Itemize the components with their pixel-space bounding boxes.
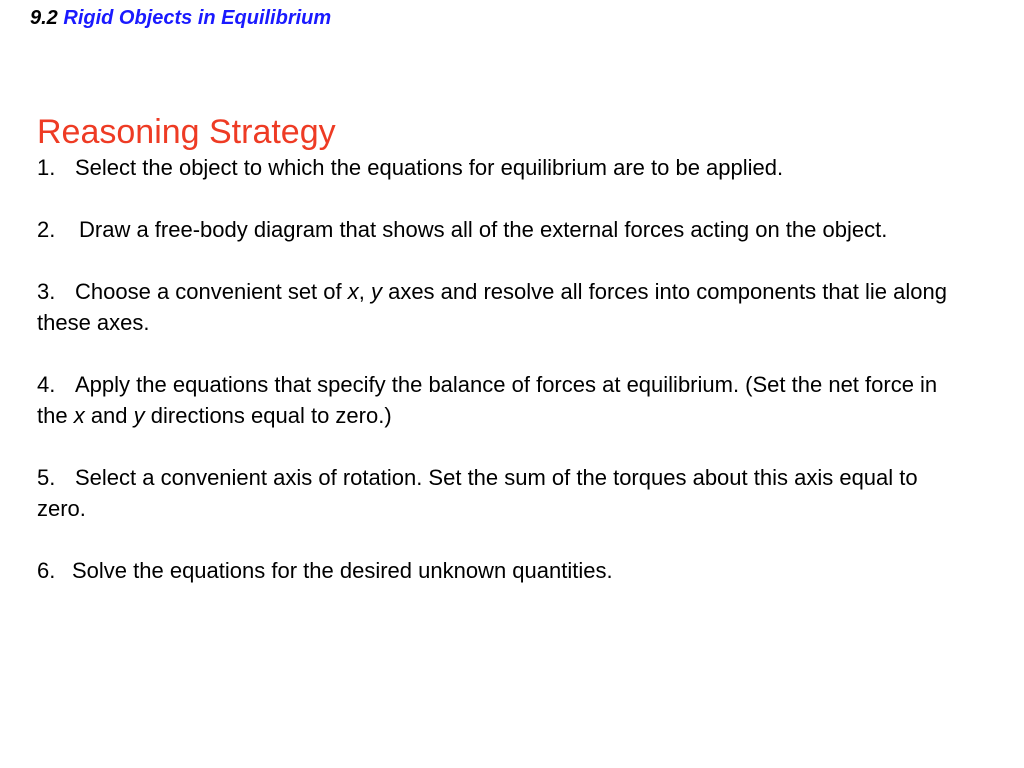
step-text: and [84,403,134,428]
step-3 [37,276,972,338]
step-5 [37,462,972,524]
step-number: 6. [37,558,56,583]
page-heading: Reasoning Strategy [37,113,336,151]
step-text: axes and resolve all forces into components that lie along these axes. [37,279,947,335]
step-text: Solve the equations for the desired unknown quantities. [72,558,613,583]
step-4 [37,369,972,431]
y-variable: y [370,279,382,304]
step-text: directions equal to zero.) [144,403,392,428]
step-number: 5. [37,465,56,490]
step-2 [37,214,972,245]
step-number: 3. [37,279,56,304]
reasoning-strategy-content [37,112,972,586]
step-text: Draw a free-body diagram that shows all of the external forces acting on the object. [79,217,888,242]
step-text: Select the object to which the equations for equilibrium are to be applied. [75,155,784,180]
slide-header [30,6,331,30]
step-6 [37,555,972,586]
step-text: Apply the equations that specify the balance of forces at equilibrium. (Set the net force in the [37,372,938,428]
step-text: Select a convenient axis of rotation. Set the sum of the torques about this axis equal to zero. [37,465,918,521]
section-number: 9.2 [30,7,58,29]
step-number: 4. [37,372,56,397]
step-text: Choose a convenient set of [75,279,348,304]
step-text: , [358,279,371,304]
section-title: Rigid Objects in Equilibrium [63,7,332,29]
step-number: 2. [37,217,56,242]
step-number: 1. [37,155,56,180]
x-variable: x [73,403,85,428]
y-variable: y [133,403,145,428]
x-variable: x [347,279,359,304]
step-1 [37,152,972,183]
